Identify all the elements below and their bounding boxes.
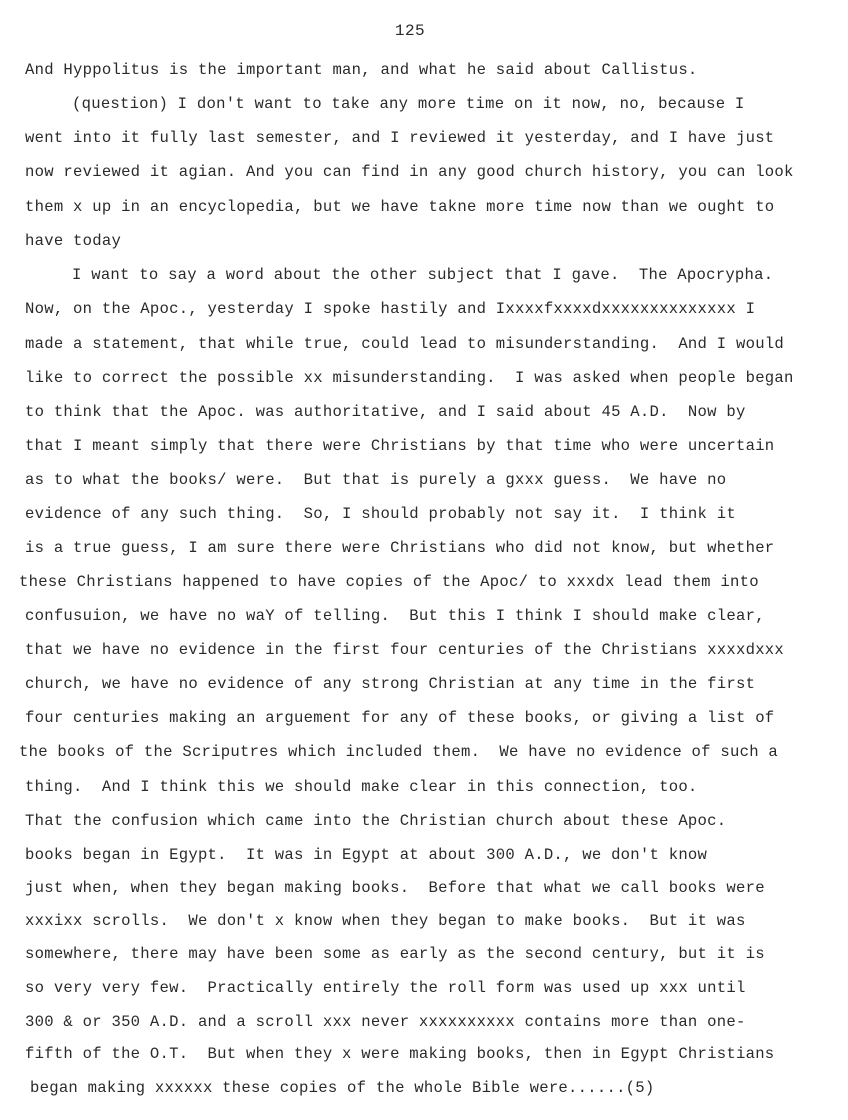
text-line: thing. And I think this we should make clear in this connection, too. xyxy=(25,778,698,796)
text-line: That the confusion which came into the Christian church about these Apoc. xyxy=(25,812,727,830)
text-line: have today xyxy=(25,232,122,250)
text-line: Now, on the Apoc., yesterday I spoke hastily and Ixxxxfxxxxdxxxxxxxxxxxxxx I xyxy=(25,300,756,318)
text-line: just when, when they began making books. Before that what we call books were xyxy=(25,879,765,897)
text-line: began making xxxxxx these copies of the whole Bible were......(5) xyxy=(30,1079,655,1097)
page-number: 125 xyxy=(394,22,426,40)
text-line: so very very few. Practically entirely the roll form was used up xxx until xyxy=(25,979,746,997)
text-line: made a statement, that while true, could lead to misunderstanding. And I would xyxy=(25,335,785,353)
text-line: is a true guess, I am sure there were Christians who did not know, but whether xyxy=(25,539,775,557)
text-line: And Hyppolitus is the important man, and what he said about Callistus. xyxy=(25,61,698,79)
text-line: the books of the Scriputres which included them. We have no evidence of such a xyxy=(19,743,779,761)
text-line: confusuion, we have no waY of telling. But this I think I should make clear, xyxy=(25,607,765,625)
text-line: 300 & or 350 A.D. and a scroll xxx never xxxxxxxxxx contains more than one- xyxy=(25,1013,746,1031)
text-line: books began in Egypt. It was in Egypt at about 300 A.D., we don't know xyxy=(25,846,708,864)
text-line: evidence of any such thing. So, I should probably not say it. I think it xyxy=(25,505,736,523)
text-line: to think that the Apoc. was authoritative, and I said about 45 A.D. Now by xyxy=(25,403,746,421)
text-line: I want to say a word about the other subject that I gave. The Apocrypha. xyxy=(72,266,774,284)
text-line: church, we have no evidence of any strong Christian at any time in the first xyxy=(25,675,756,693)
text-line: now reviewed it agian. And you can find in any good church history, you can look xyxy=(25,163,794,181)
text-line: (question) I don't want to take any more time on it now, no, because I xyxy=(72,95,745,113)
text-line: xxxixx scrolls. We don't x know when they began to make books. But it was xyxy=(25,912,746,930)
text-line: as to what the books/ were. But that is purely a gxxx guess. We have no xyxy=(25,471,727,489)
text-line: somewhere, there may have been some as early as the second century, but it is xyxy=(25,945,765,963)
text-line: went into it fully last semester, and I reviewed it yesterday, and I have just xyxy=(25,129,775,147)
text-line: that I meant simply that there were Christians by that time who were uncertain xyxy=(25,437,775,455)
text-line: that we have no evidence in the first four centuries of the Christians xxxxdxxx xyxy=(25,641,785,659)
text-line: these Christians happened to have copies of the Apoc/ to xxxdx lead them into xyxy=(19,573,759,591)
text-line: four centuries making an arguement for any of these books, or giving a list of xyxy=(25,709,775,727)
text-line: like to correct the possible xx misunderstanding. I was asked when people began xyxy=(25,369,794,387)
text-line: them x up in an encyclopedia, but we have takne more time now than we ought to xyxy=(25,198,775,216)
text-line: fifth of the O.T. But when they x were making books, then in Egypt Christians xyxy=(25,1045,775,1063)
